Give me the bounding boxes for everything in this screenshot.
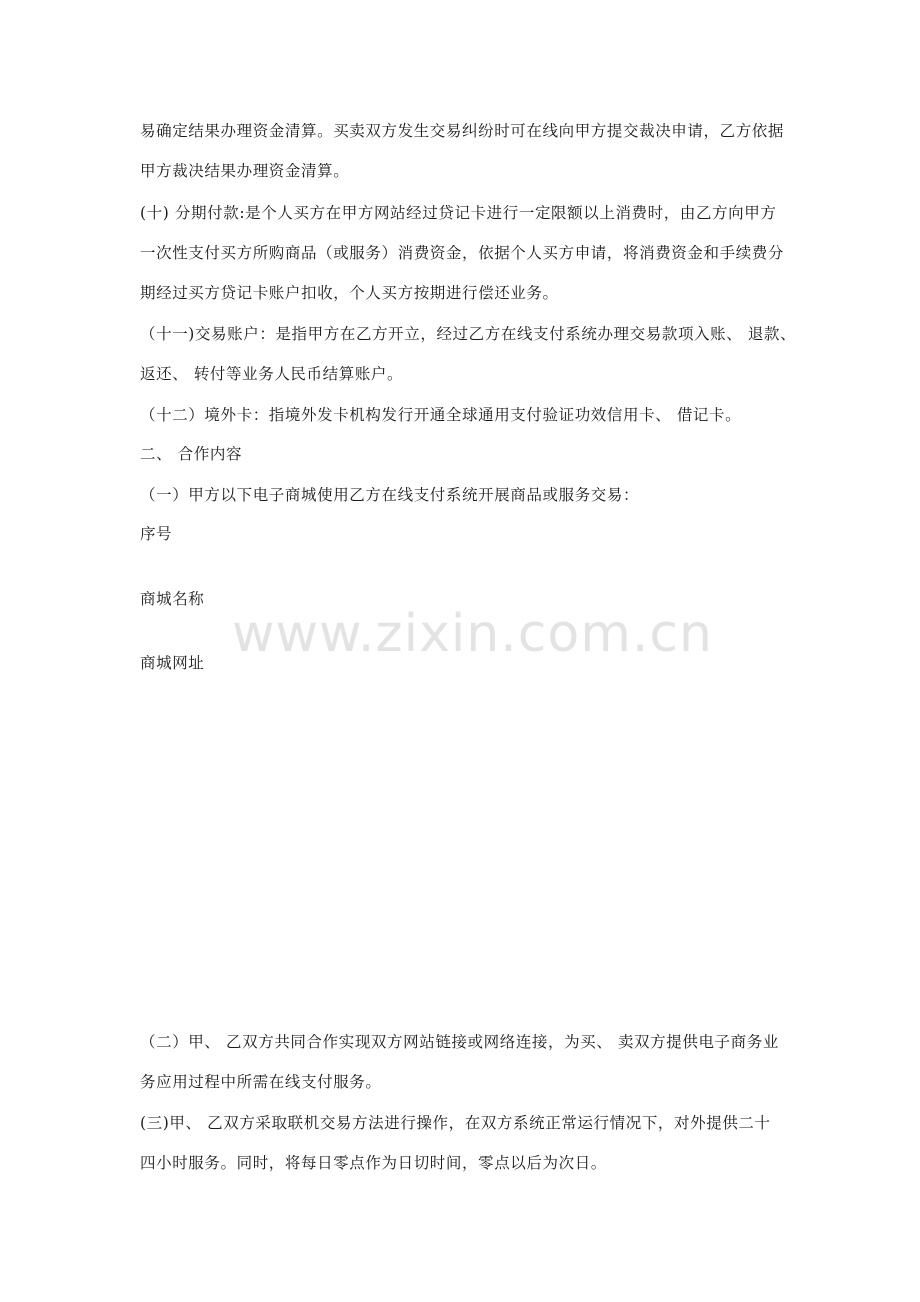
paragraph-account-line-2: 返还、 转付等业务人民币结算账户。: [140, 365, 404, 383]
paragraph-account-line-1: （十一)交易账户：是指甲方在乙方开立，经过乙方在线支付系统办理交易款项入账、 退款、: [140, 325, 797, 343]
paragraph-settlement-line-1: 易确定结果办理资金清算。买卖双方发生交易纠纷时可在线向甲方提交裁决申请，乙方依据: [140, 122, 785, 140]
paragraph-link-cooperation-line-2: 务应用过程中所需在线支付服务。: [140, 1073, 382, 1091]
paragraph-online-transaction-line-2: 四小时服务。同时，将每日零点作为日切时间，零点以后为次日。: [140, 1154, 607, 1172]
paragraph-settlement-line-2: 甲方裁决结果办理资金清算。: [140, 162, 350, 180]
paragraph-installment-line-1: (十) 分期付款:是个人买方在甲方网站经过贷记卡进行一定限额以上消费时，由乙方向甲方: [140, 204, 777, 222]
paragraph-installment-line-2: 一次性支付买方所购商品（或服务）消费资金，依据个人买方申请，将消费资金和手续费分: [140, 244, 785, 262]
paragraph-link-cooperation-line-1: （二）甲、 乙双方共同合作实现双方网站链接或网络连接，为买、 卖双方提供电子商务业: [140, 1033, 779, 1051]
label-serial-number: 序号: [140, 525, 173, 543]
watermark: www.zixin.com.cn: [232, 604, 713, 664]
paragraph-foreign-card: （十二）境外卡：指境外发卡机构发行开通全球通用支付验证功效信用卡、 借记卡。: [140, 406, 742, 424]
section-heading-cooperation: 二、 合作内容: [140, 445, 243, 463]
paragraph-mall-intro: （一）甲方以下电子商城使用乙方在线支付系统开展商品或服务交易：: [140, 486, 640, 504]
label-mall-url: 商城网址: [140, 654, 205, 672]
label-mall-name: 商城名称: [140, 590, 205, 608]
paragraph-online-transaction-line-1: (三)甲、 乙双方采取联机交易方法进行操作，在双方系统正常运行情况下，对外提供二十: [140, 1114, 771, 1132]
paragraph-installment-line-3: 期经过买方贷记卡账户扣收，个人买方按期进行偿还业务。: [140, 284, 559, 302]
